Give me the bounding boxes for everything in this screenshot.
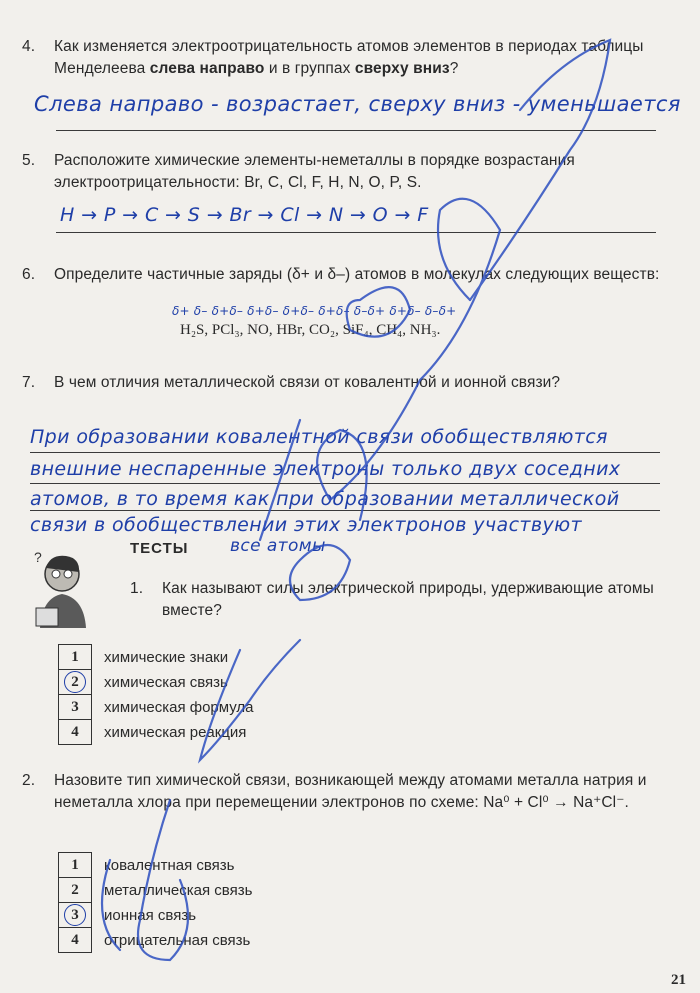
option-label: ковалентная связь	[104, 856, 235, 874]
question-number: 6.	[22, 266, 36, 283]
option-number: 4	[59, 720, 92, 745]
page-number: 21	[671, 972, 686, 988]
formulas-line: H₂S, PCl₃, NO, HBr, CO₂, SiF₄, CH₄, NH₃.	[180, 322, 441, 338]
handwritten-charges: δ+ δ– δ+δ– δ+δ– δ+δ– δ+δ– δ–δ+ δ+δ– δ–δ+	[172, 304, 457, 318]
handwritten-answer-5: H → P → C → S → Br → Cl → N → O → F	[60, 204, 429, 226]
svg-text:?: ?	[34, 549, 42, 565]
option-label: химическая формула	[104, 698, 254, 716]
handwritten-answer-7-line-3: атомов, в то время как при образовании металлической	[30, 488, 620, 510]
scribble-stroke	[260, 420, 300, 540]
question-text: Определите частичные заряды (δ+ и δ–) атомов в молекулах следующих веществ:	[54, 266, 660, 283]
option-number: 1	[59, 853, 92, 878]
question-text: Как изменяется электроотрицательность атомов элементов в периодах таблицы Менделеева слева направо и в группах сверху вниз?	[54, 38, 644, 77]
option-number: 3	[59, 695, 92, 720]
question-number: 5.	[22, 152, 36, 169]
option-number: 2	[59, 878, 92, 903]
option-number: 4	[59, 928, 92, 953]
option-label: металлическая связь	[104, 881, 253, 899]
question-number: 4.	[22, 38, 36, 55]
question-number: 2.	[22, 772, 36, 789]
scribble-stroke	[420, 199, 500, 380]
option-label: химическая связь	[104, 673, 228, 691]
option-label: химическая реакция	[104, 723, 247, 741]
question-text: В чем отличия металлической связи от ковалентной и ионной связи?	[54, 374, 561, 391]
scribble-stroke	[102, 860, 120, 950]
option-label: отрицательная связь	[104, 931, 251, 949]
question-text: Расположите химические элементы-неметаллы в порядке возрастания электроотрицательности: Br, C, Cl, F, H, N, O, P, S.	[54, 152, 575, 191]
scribble-stroke	[470, 40, 610, 300]
tests-heading: ТЕСТЫ	[130, 540, 189, 557]
handwritten-answer-7-line-4: связи в обобществлении этих электронов участвуют	[30, 514, 583, 536]
option-label: химические знаки	[104, 648, 229, 666]
option-number: 1	[59, 645, 92, 670]
handwritten-answer-7-line-1: При образовании ковалентной связи обобществляются	[30, 426, 608, 448]
handwritten-answer-7-line-5: все атомы	[230, 536, 326, 556]
option-number-circled: 3	[59, 903, 92, 928]
handwritten-answer-7-line-2: внешние неспаренные электроны только двух соседних	[30, 458, 621, 480]
scribble-stroke	[290, 545, 350, 600]
scribble-stroke	[200, 640, 300, 760]
scribble-stroke	[138, 800, 188, 960]
question-number: 1.	[130, 580, 144, 597]
question-text: Назовите тип химической связи, возникающей между атомами металла натрия и неметалла хлора при перемещении электронов по схеме: Na⁰ + Cl⁰ → Na⁺Cl⁻.	[54, 772, 647, 811]
question-number: 7.	[22, 374, 36, 391]
scribble-stroke	[317, 380, 420, 520]
option-label: ионная связь	[104, 906, 197, 924]
option-number-circled: 2	[59, 670, 92, 695]
question-text: Как называют силы электрической природы, удерживающие атомы вместе?	[162, 580, 654, 619]
handwritten-answer-4: Слева направо - возрастает, сверху вниз - уменьшается	[34, 92, 681, 116]
scribble-stroke	[347, 287, 410, 337]
